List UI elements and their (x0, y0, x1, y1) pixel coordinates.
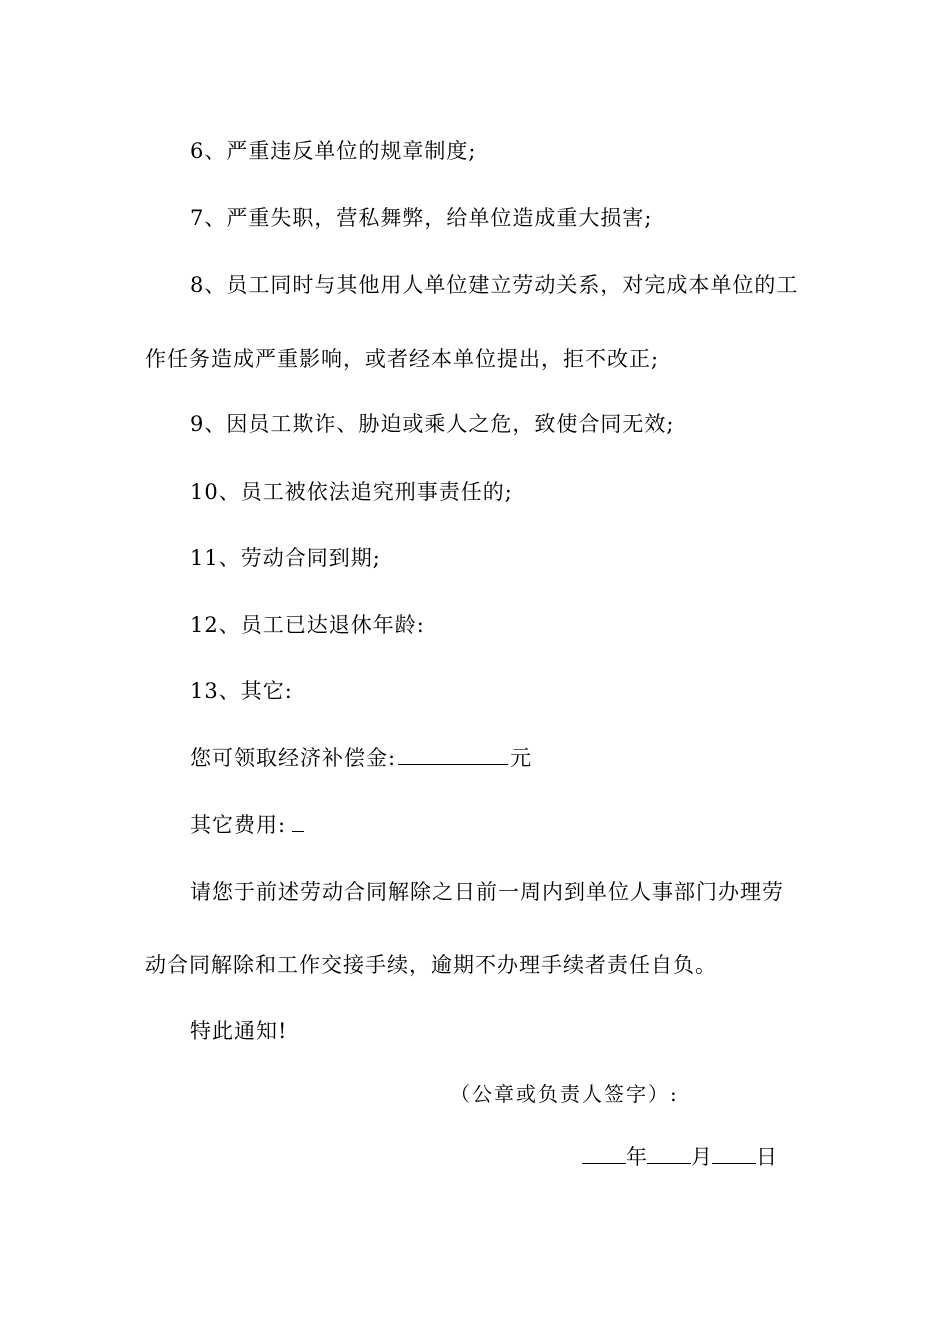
clause-7: 7、严重失职，营私舞弊，给单位造成重大损害; (190, 206, 653, 230)
compensation-amount-field[interactable] (398, 744, 508, 765)
other-fees-field[interactable] (292, 811, 304, 832)
month-label: 月 (691, 1145, 712, 1169)
clause-13: 13、其它: (190, 679, 293, 703)
compensation-unit: 元 (510, 746, 533, 770)
instruction-line-2: 动合同解除和工作交接手续，逾期不办理手续者责任自负。 (145, 953, 717, 977)
clause-10: 10、员工被依法追究刑事责任的; (190, 480, 513, 504)
compensation-line (190, 744, 532, 772)
other-fees-label: 其它费用: (190, 813, 287, 837)
clause-11: 11、劳动合同到期; (190, 546, 381, 570)
clause-8-line-2: 作任务造成严重影响，或者经本单位提出，拒不改正; (145, 347, 660, 371)
clause-8-line-1: 8、员工同时与其他用人单位建立劳动关系，对完成本单位的工 (190, 273, 799, 297)
instruction-line-1: 请您于前述劳动合同解除之日前一周内到单位人事部门办理劳 (190, 880, 784, 904)
year-field[interactable] (582, 1143, 626, 1164)
year-label: 年 (626, 1145, 647, 1169)
day-field[interactable] (712, 1143, 756, 1164)
date-line (582, 1143, 777, 1171)
other-fees-line (190, 811, 304, 839)
day-label: 日 (756, 1145, 777, 1169)
month-field[interactable] (647, 1143, 691, 1164)
compensation-label: 您可领取经济补偿金: (190, 746, 397, 770)
closing-notice: 特此通知! (190, 1019, 288, 1043)
clause-12: 12、员工已达退休年龄: (190, 613, 425, 637)
clause-6: 6、严重违反单位的规章制度; (190, 139, 477, 163)
signature-label: （公章或负责人签字）: (450, 1082, 679, 1106)
clause-9: 9、因员工欺诈、胁迫或乘人之危，致使合同无效; (190, 412, 675, 436)
